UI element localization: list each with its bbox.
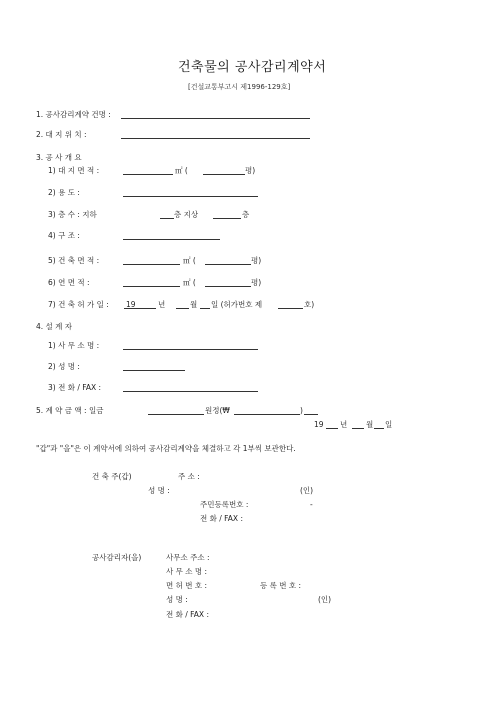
project-overview-heading: 3. 공 사 개 요	[36, 153, 82, 162]
site-area-pyeong-unit: 평)	[245, 166, 256, 175]
owner-tel-label: 전 화 / FAX :	[200, 514, 243, 523]
contract-day-unit: 일	[385, 420, 393, 429]
site-area-unit: ㎡ (	[175, 166, 188, 175]
owner-role-label: 건 축 주(갑)	[92, 472, 132, 481]
site-location-field[interactable]	[121, 138, 310, 139]
site-area-pyeong-field[interactable]	[203, 174, 245, 175]
structure-field[interactable]	[123, 239, 220, 240]
supervisor-office-address-label: 사무소 주소 :	[166, 553, 210, 562]
contract-day-field[interactable]	[374, 428, 384, 429]
permit-year-unit: 년	[158, 300, 166, 309]
permit-day-field[interactable]	[200, 308, 210, 309]
site-location-label: 2. 대 지 위 치 :	[36, 130, 87, 139]
floors-above-label: 층 지상	[174, 210, 199, 219]
use-field[interactable]	[123, 196, 258, 197]
contract-amount-label: 5. 계 약 금 액 : 일금	[36, 406, 104, 415]
owner-seal-mark: (인)	[300, 486, 314, 495]
supervisor-office-name-label: 사 무 소 명 :	[166, 567, 208, 576]
supervisor-tel-label: 전 화 / FAX :	[166, 610, 209, 619]
amount-korean-field[interactable]	[148, 414, 204, 415]
amount-number-field[interactable]	[234, 414, 300, 415]
designer-heading: 4. 설 계 자	[36, 322, 73, 331]
contract-month-field[interactable]	[352, 428, 364, 429]
agreement-statement: "갑"과 "을"은 이 계약서에 의하여 공사감리계약을 체결하고 각 1부씩 보관한다.	[36, 444, 296, 453]
supervisor-role-label: 공사감리자(을)	[92, 553, 142, 562]
owner-rrn-label: 주민등록번호 :	[200, 500, 249, 509]
designer-tel-field[interactable]	[123, 391, 258, 392]
contract-date-prefix: 19	[314, 420, 324, 429]
building-area-pyeong-unit: 평)	[251, 256, 262, 265]
site-area-field[interactable]	[123, 174, 173, 175]
permit-month-unit: 월	[190, 300, 198, 309]
permit-year-prefix: 19	[126, 300, 136, 309]
contract-year-unit: 년	[340, 420, 348, 429]
supervisor-name-label: 성 명 :	[166, 595, 188, 604]
amount-won-label: 원정(₩	[205, 406, 230, 415]
building-area-pyeong-field[interactable]	[205, 264, 251, 265]
total-floor-area-label: 6) 연 면 적 :	[48, 278, 90, 287]
document-title: 건축물의 공사감리계약서	[178, 60, 327, 75]
designer-tel-label: 3) 전 화 / FAX :	[48, 383, 102, 392]
designer-name-field[interactable]	[123, 370, 185, 371]
contract-name-field[interactable]	[121, 118, 310, 119]
amount-tail-line	[304, 414, 318, 415]
contract-name-label: 1. 공사감리계약 건명 :	[36, 110, 111, 119]
document-subtitle: [건설교통부고시 제1996-129호]	[188, 83, 291, 91]
total-floor-area-pyeong-unit: 평)	[251, 278, 262, 287]
site-area-label: 1) 대 지 면 적 :	[48, 166, 100, 175]
permit-date-label: 7) 건 축 허 가 일 :	[48, 300, 109, 309]
supervisor-seal-mark: (인)	[318, 595, 332, 604]
contract-year-field[interactable]	[326, 428, 338, 429]
building-area-label: 5) 건 축 면 적 :	[48, 256, 100, 265]
owner-address-label: 주 소 :	[178, 472, 200, 481]
basement-floors-field[interactable]	[160, 218, 174, 219]
structure-label: 4) 구 조 :	[48, 231, 80, 240]
owner-rrn-dash: -	[310, 500, 313, 509]
supervisor-registration-label: 등 록 번 호 :	[260, 581, 302, 590]
permit-number-suffix: 호)	[304, 300, 315, 309]
use-label: 2) 용 도 :	[48, 188, 80, 197]
building-area-unit: ㎡ (	[183, 256, 196, 265]
permit-number-label: 일 (허가번호 제	[211, 300, 263, 309]
total-floor-area-field[interactable]	[123, 286, 180, 287]
designer-office-label: 1) 사 무 소 명 :	[48, 341, 100, 350]
contract-month-unit: 월	[366, 420, 374, 429]
above-floors-field[interactable]	[213, 218, 241, 219]
total-floor-area-pyeong-field[interactable]	[205, 286, 251, 287]
supervisor-license-label: 면 허 번 호 :	[166, 581, 208, 590]
permit-number-field[interactable]	[278, 308, 303, 309]
floors-label: 3) 층 수 : 지하	[48, 210, 97, 219]
total-floor-area-unit: ㎡ (	[183, 278, 196, 287]
designer-office-field[interactable]	[123, 349, 258, 350]
permit-month-field[interactable]	[176, 308, 189, 309]
amount-close-paren: )	[300, 406, 303, 415]
designer-name-label: 2) 성 명 :	[48, 362, 80, 371]
building-area-field[interactable]	[123, 264, 180, 265]
permit-year-field[interactable]	[124, 308, 156, 309]
owner-name-label: 성 명 :	[148, 486, 170, 495]
floors-unit: 층	[242, 210, 250, 219]
